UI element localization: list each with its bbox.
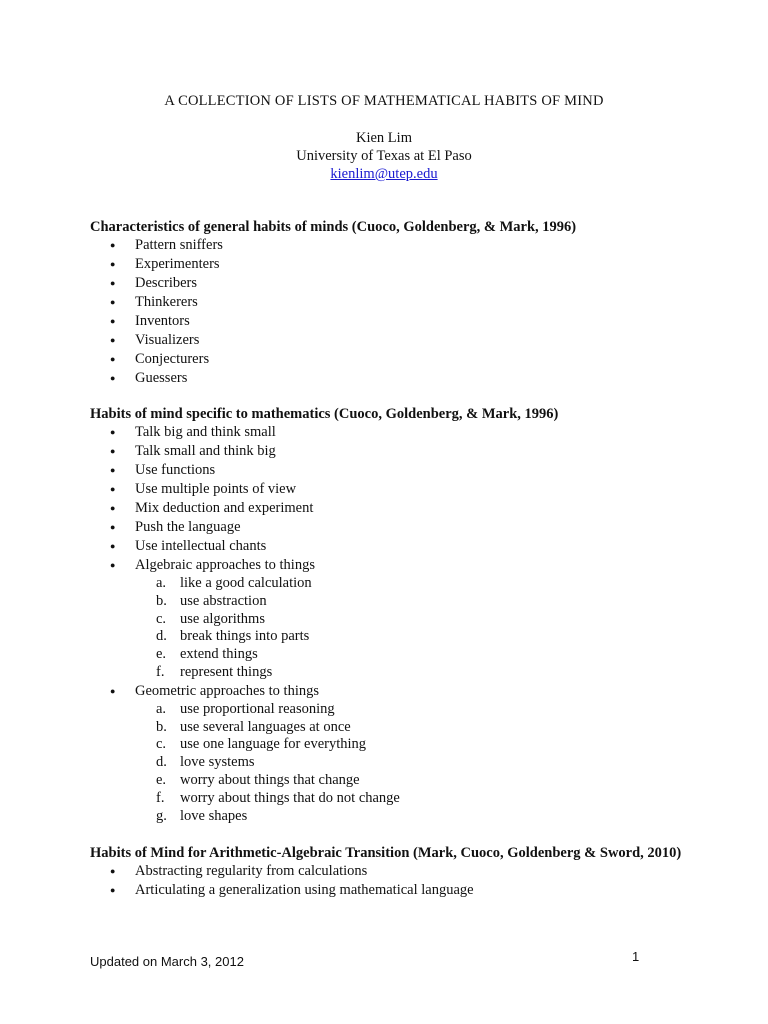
sub-list-item: c. use one language for everything [156, 736, 367, 753]
section-general-habits [90, 218, 700, 388]
author-name: Kien Lim [356, 130, 412, 146]
sublist-geometric [90, 701, 700, 826]
bullet-list [90, 236, 700, 388]
list-item: ● Push the language [90, 518, 700, 537]
sub-list-item: b. use several languages at once [156, 718, 351, 735]
list-item: ● Guessers [90, 369, 700, 388]
footer-updated: Updated on March 3, 2012 [90, 954, 244, 969]
bullet-list [90, 862, 710, 900]
section-math-habits [90, 405, 700, 825]
page-number: 1 [632, 949, 640, 964]
section-heading: Habits of Mind for Arithmetic-Algebraic Transition (Mark, Cuoco, Goldenberg & Sword, 2010) [90, 845, 682, 861]
list-item: ● Inventors [90, 312, 700, 331]
sub-list-item: f. represent things [156, 663, 273, 680]
sub-list-item: e. worry about things that change [156, 771, 360, 788]
sub-list-item: e. extend things [156, 646, 258, 663]
list-item: ● Use intellectual chants [90, 537, 700, 556]
sub-list-item: d. break things into parts [156, 628, 310, 645]
sub-list-item: c. use algorithms [156, 610, 265, 627]
bullet-list [90, 423, 700, 575]
list-item-label: Geometric approaches to things [135, 682, 320, 699]
list-item: ● Visualizers [90, 331, 700, 350]
section-heading: Habits of mind specific to mathematics (Cuoco, Goldenberg, & Mark, 1996) [90, 406, 559, 422]
list-item: ● Conjecturers [90, 350, 700, 369]
author-email-link[interactable]: kienlim@utep.edu [330, 166, 438, 182]
sub-list-item: g. love shapes [156, 807, 248, 824]
author-affiliation: University of Texas at El Paso [296, 148, 472, 164]
list-item: ● Articulating a generalization using mathematical language [90, 881, 710, 900]
list-item: ● Mix deduction and experiment [90, 499, 700, 518]
list-item-label: Algebraic approaches to things [135, 557, 315, 573]
list-item-geometric [90, 682, 700, 701]
sublist-algebraic [90, 575, 700, 682]
list-item: ● Use multiple points of view [90, 480, 700, 499]
list-item: ● Thinkerers [90, 293, 700, 312]
list-item: ● Pattern sniffers [90, 236, 700, 255]
list-item: ● Talk big and think small [90, 423, 700, 442]
section-heading: Characteristics of general habits of minds (Cuoco, Goldenberg, & Mark, 1996) [90, 219, 577, 235]
list-item: ● Abstracting regularity from calculations [90, 862, 710, 881]
bullet-list [90, 682, 700, 701]
author-block [0, 129, 768, 183]
list-item: ● Experimenters [90, 255, 700, 274]
list-item: ● Use functions [90, 461, 700, 480]
document-title: A COLLECTION OF LISTS OF MATHEMATICAL HABITS OF MIND [164, 93, 604, 109]
sub-list-item: a. use proportional reasoning [156, 700, 335, 717]
section-transition-habits [90, 844, 710, 900]
list-item: ● Describers [90, 274, 700, 293]
sub-list-item: f. worry about things that do not change [156, 789, 400, 806]
sub-list-item: a. like a good calculation [156, 575, 312, 591]
list-item-algebraic [90, 556, 700, 575]
list-item: ● Talk small and think big [90, 442, 700, 461]
sub-list-item: b. use abstraction [156, 592, 267, 609]
sub-list-item: d. love systems [156, 754, 255, 771]
